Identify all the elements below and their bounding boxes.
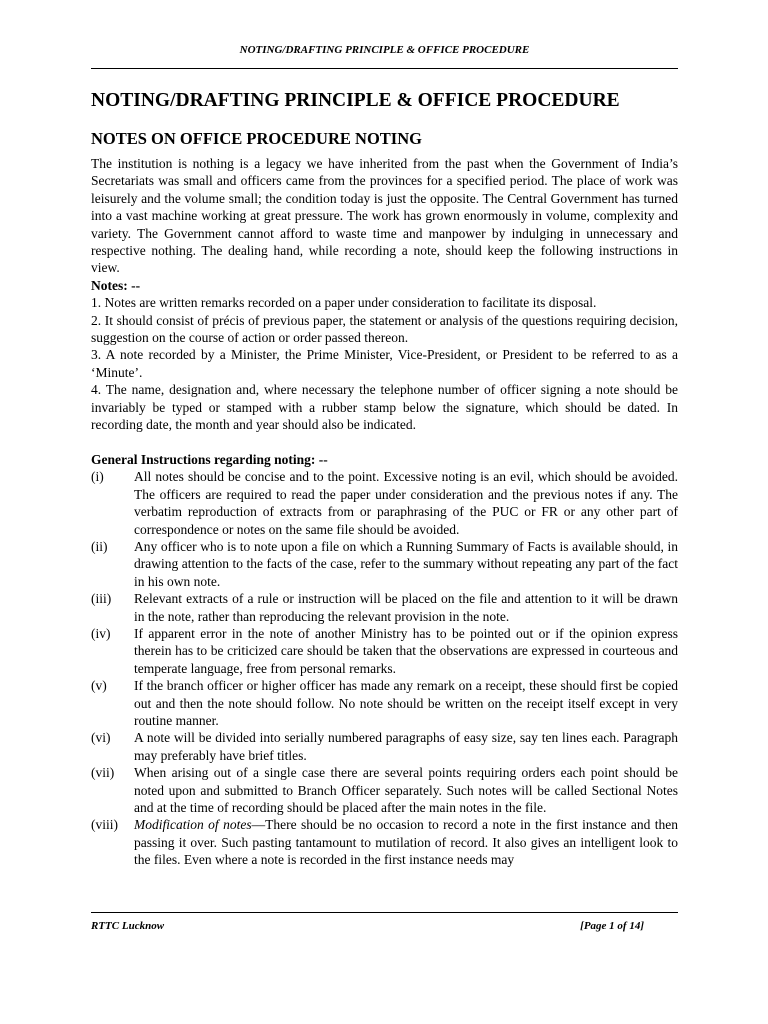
instruction-text bbox=[134, 816, 678, 868]
note-item: 2. It should consist of précis of previous paper, the statement or analysis of the questions requiring decision, suggestion on the course of action or order passed thereon. bbox=[91, 312, 678, 346]
footer-organization: RTTC Lucknow bbox=[91, 920, 165, 932]
instruction-number: (ii) bbox=[91, 538, 108, 554]
document-title: NOTING/DRAFTING PRINCIPLE & OFFICE PROCEDURE bbox=[91, 90, 620, 111]
instruction-text: When arising out of a single case there are several points requiring orders each point should be noted upon and submitted to Branch Officer separately. Such notes will be called Sectional Notes and at the time of recording should be placed after the main notes in the file. bbox=[134, 765, 678, 816]
instruction-item bbox=[91, 468, 678, 538]
general-instructions-heading: General Instructions regarding noting: -- bbox=[91, 451, 328, 467]
instruction-number: (v) bbox=[91, 678, 107, 694]
notes-heading: Notes: -- bbox=[91, 277, 141, 293]
document-body bbox=[91, 155, 678, 869]
note-item: 1. Notes are written remarks recorded on a paper under consideration to facilitate its disposal. bbox=[91, 295, 597, 311]
instruction-text: A note will be divided into serially numbered paragraphs of easy size, say ten lines each. Paragraph may preferably have brief titles. bbox=[134, 730, 678, 763]
instruction-item bbox=[91, 764, 678, 816]
instruction-number: (vi) bbox=[91, 730, 111, 746]
instruction-number: (iii) bbox=[91, 591, 112, 607]
footer-rule bbox=[91, 912, 678, 913]
instruction-item bbox=[91, 729, 678, 764]
instruction-number: (i) bbox=[91, 469, 104, 485]
instruction-lead: Modification of notes bbox=[134, 817, 252, 833]
page-number: [Page 1 of 14] bbox=[580, 920, 644, 932]
running-header: NOTING/DRAFTING PRINCIPLE & OFFICE PROCEDURE bbox=[239, 44, 530, 56]
note-item: 4. The name, designation and, where necessary the telephone number of officer signing a note should be invariably be typed or stamped with a rubber stamp below the signature, which should be dated. In recording date, the month and year should also be indicated. bbox=[91, 382, 678, 433]
instruction-text: Relevant extracts of a rule or instruction will be placed on the file and attention to it will be drawn in the note, rather than reproducing the relevant provision in the note. bbox=[134, 591, 678, 624]
instruction-item bbox=[91, 816, 678, 868]
instruction-item bbox=[91, 677, 678, 729]
instruction-text: Any officer who is to note upon a file on which a Running Summary of Facts is available should, in drawing attention to the facts of the case, refer to the summary without repeating any part of the fact in his own note. bbox=[134, 538, 678, 589]
header-rule bbox=[91, 68, 678, 69]
instruction-number: (vii) bbox=[91, 765, 115, 781]
paragraph-spacer bbox=[91, 434, 678, 451]
instruction-body: —There should be no occasion to record a note in the first instance and then passing it over. Such pasting tantamount to mutilation of record. It also gives an intelligent look to the files. Even where a note is recorded in the first instance needs may bbox=[134, 817, 678, 868]
intro-paragraph: The institution is nothing is a legacy we have inherited from the past when the Government of India’s Secretariats was small and officers came from the provinces for a specified period. The place of work was leisurely and the volume small; the condition today is just the opposite. The Central Government has turned into a vast machine working at great pressure. The work has grown enormously in volume, complexity and variety. The Government cannot afford to waste time and manpower by indulging in unnecessary and respective nothing. The dealing hand, while recording a note, should keep the following instructions in view. bbox=[91, 156, 678, 276]
instruction-item bbox=[91, 625, 678, 677]
instruction-item bbox=[91, 538, 678, 590]
section-title: NOTES ON OFFICE PROCEDURE NOTING bbox=[91, 129, 422, 148]
instruction-text: All notes should be concise and to the point. Excessive noting is an evil, which should be avoided. The officers are required to read the paper under consideration and the previous notes if any. The verbatim reproduction of extracts from or paraphrasing of the PUC or FR or any other part of correspondence or notes on the same file should be avoided. bbox=[134, 469, 678, 537]
instruction-item bbox=[91, 590, 678, 625]
instruction-number: (iv) bbox=[91, 625, 111, 641]
note-item: 3. A note recorded by a Minister, the Prime Minister, Vice-President, or President to be referred to as a ‘Minute’. bbox=[91, 347, 678, 380]
instruction-number: (viii) bbox=[91, 817, 118, 833]
instruction-text: If the branch officer or higher officer has made any remark on a receipt, these should first be copied out and then the note should follow. No note should be written on the receipt itself except in very routine manner. bbox=[134, 678, 678, 728]
instruction-text: If apparent error in the note of another Ministry has to be pointed out or if the opinion express therein has to be criticized care should be taken that the observations are expressed in courteous and temperate language, free from personal remarks. bbox=[134, 625, 678, 676]
